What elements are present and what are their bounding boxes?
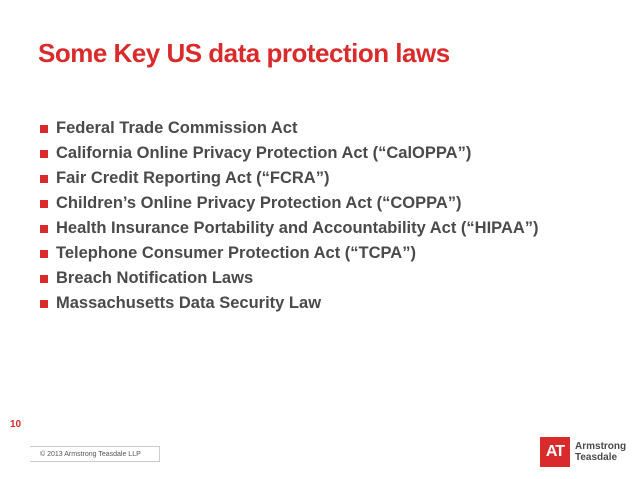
company-logo: [540, 437, 626, 467]
list-item: [40, 268, 560, 289]
slide-title: Some Key US data protection laws: [38, 38, 450, 68]
square-bullet-icon: [40, 275, 48, 283]
logo-mark-icon: AT: [540, 437, 570, 467]
list-item-text: Massachusetts Data Security Law: [56, 294, 322, 312]
list-item: [40, 293, 560, 314]
page-number: 10: [10, 419, 22, 430]
copyright-notice: [30, 446, 160, 462]
list-item-text: Breach Notification Laws: [56, 269, 254, 287]
list-item: [40, 168, 560, 189]
square-bullet-icon: [40, 125, 48, 133]
square-bullet-icon: [40, 150, 48, 158]
logo-wordmark: [575, 441, 626, 463]
list-item-text: California Online Privacy Protection Act (“CalOPPA”): [56, 144, 472, 162]
list-item-text: Federal Trade Commission Act: [56, 119, 298, 137]
list-item: [40, 243, 560, 264]
square-bullet-icon: [40, 225, 48, 233]
logo-line-1: Armstrong: [575, 441, 627, 452]
square-bullet-icon: [40, 300, 48, 308]
square-bullet-icon: [40, 250, 48, 258]
list-item-text: Children’s Online Privacy Protection Act (“COPPA”): [56, 194, 462, 212]
list-item-text: Health Insurance Portability and Accountability Act (“HIPAA”): [56, 219, 539, 237]
square-bullet-icon: [40, 200, 48, 208]
square-bullet-icon: [40, 175, 48, 183]
list-item: [40, 193, 560, 214]
bullet-list: [40, 118, 560, 318]
list-item-text: Telephone Consumer Protection Act (“TCPA”): [56, 244, 416, 262]
list-item-text: Fair Credit Reporting Act (“FCRA”): [56, 169, 330, 187]
list-item: [40, 143, 560, 164]
logo-line-2: Teasdale: [575, 452, 618, 463]
list-item: [40, 218, 560, 239]
copyright-text: © 2013 Armstrong Teasdale LLP: [40, 450, 141, 458]
list-item: [40, 118, 560, 139]
